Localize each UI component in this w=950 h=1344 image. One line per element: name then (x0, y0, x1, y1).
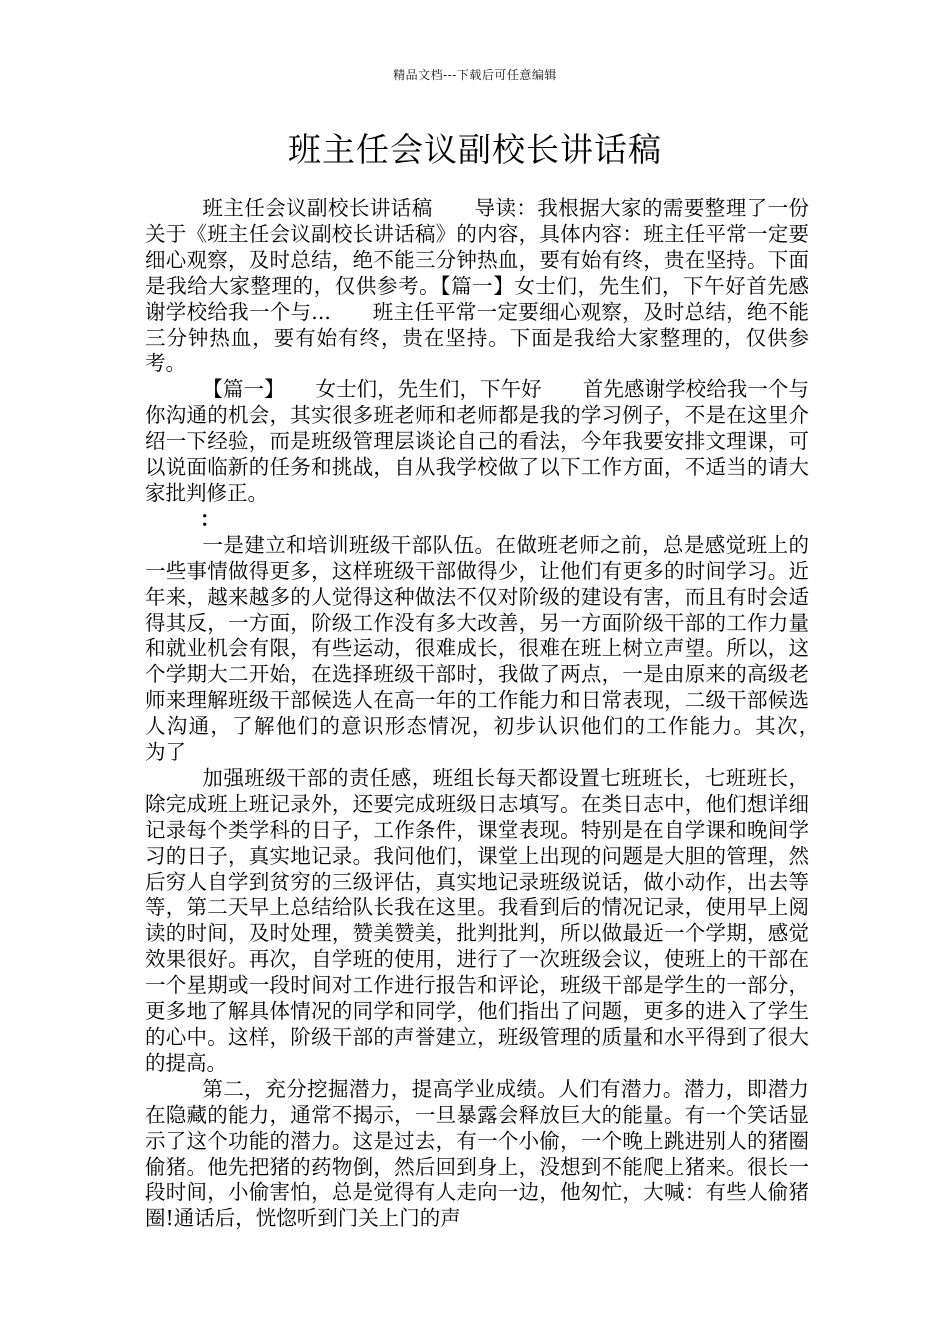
document-title: 班主任会议副校长讲话稿 (288, 130, 662, 169)
header-note: 精品文档---下载后可任意编辑 (393, 68, 557, 82)
paragraph-class-cadre-duty: 加强班级干部的责任感，班组长每天都设置七班班长，七班班长，除完成班上班记录外，还要完成班级日志填写。在类日志中，他们想详细记录每个类学科的日子，工作条件，课堂表现。特别是在自学课和晚间学习的日子，真实地记录。我问他们，课堂上出现的问题是大胆的管理，然后穷人自学到贫穷的三级评估，真实地记录班级说话，做小动作，出去等等，第二天早上总结给队长我在这里。我看到后的情况记录，使用早上阅读的时间，及时处理，赞美赞美，批判批判，所以做最近一个学期，感觉效果很好。再次，自学班的使用，进行了一次班级会议，使班上的干部在一个星期或一段时间对工作进行报告和评论，班级干部是学生的一部分，更多地了解具体情况的同学和同学，他们指出了问题，更多的进入了学生的心中。这样，阶级干部的声誉建立，班级管理的质量和水平得到了很大的提高。 (145, 765, 809, 1075)
paragraph-colon: ： (200, 506, 221, 531)
paragraph-intro: 班主任会议副校长讲话稿 导读：我根据大家的需要整理了一份关于《班主任会议副校长讲话稿》的内容，具体内容：班主任平常一定要细心观察，及时总结，绝不能三分钟热血，要有始有终，贵在坚持。下面是我给大家整理的，仅供参考。【篇一】女士们，先生们，下午好首先感谢学校给我一个与... 班主任平常一定要细心观察，及时总结，绝不能三分钟热血，要有始有终，贵在坚持。下面是我给大家整理的，仅供参考。 (145, 196, 809, 376)
document-body (145, 196, 830, 1232)
paragraph-part-one: 【篇一】 女士们，先生们，下午好 首先感谢学校给我一个与你沟通的机会，其实很多班老师和老师都是我的学习例子，不是在这里介绍一下经验，而是班级管理层谈论自己的看法，今年我要安排文理课，可以说面临新的任务和挑战，自从我学校做了以下工作方面，不适当的请大家批判修正。 (145, 377, 809, 505)
paragraph-second-point: 第二，充分挖掘潜力，提高学业成绩。人们有潜力。潜力，即潜力 在隐藏的能力，通常不揭示，一旦暴露会释放巨大的能量。有一个笑话显示了这个功能的潜力。这是过去，有一个小偷，一个晚上跳进别人的猪圈偷猪。他先把猪的药物倒，然后回到身上，没想到不能爬上猪来。很长一段时间，小偷害怕，总是觉得有人走向一边，他匆忙，大喊：有些人偷猪圈!通话后，恍惚听到门关上门的声 (145, 1076, 830, 1231)
paragraph-first-point: 一是建立和培训班级干部队伍。在做班老师之前，总是感觉班上的一些事情做得更多，这样班级干部做得少，让他们有更多的时间学习。近年来，越来越多的人觉得这种做法不仅对阶级的建设有害，而且有时会适得其反，一方面，阶级工作没有多大改善，另一方面阶级干部的工作力量和就业机会有限，有些运动，很难成长，很难在班上树立声望。所以，这个学期大二开始，在选择班级干部时，我做了两点，一是由原来的高级老师来理解班级干部候选人在高一年的工作能力和日常表现，二级干部候选人沟通，了解他们的意识形态情况，初步认识他们的工作能力。其次， 为了 (145, 532, 830, 765)
